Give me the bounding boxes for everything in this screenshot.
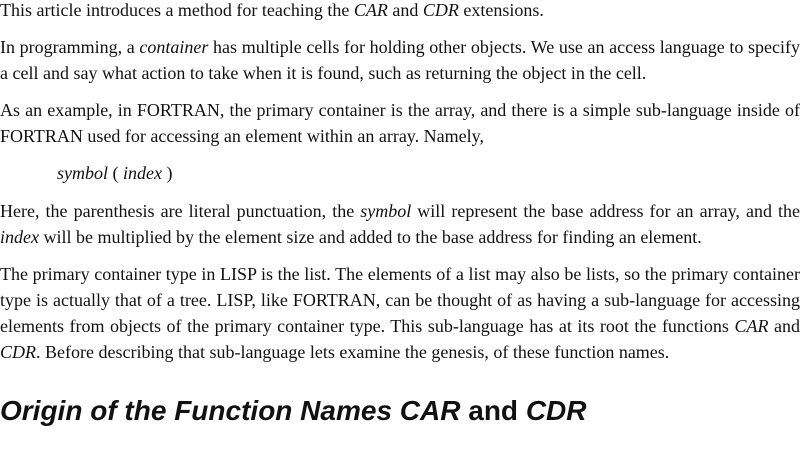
text-segment: . Before describing that sub-language lets examine the genesis, of these function names. xyxy=(36,342,670,362)
section-heading xyxy=(0,395,800,427)
emphasis-text: CDR xyxy=(422,0,459,20)
text-segment: The primary container type in LISP is the list. The elements of a list may also be lists, so the primary container type is actually that of a tree. LISP, like FORTRAN, can be thought of as having a sub-language for accessing elements from objects of the primary container type. This sub-language has at its root the functions xyxy=(0,264,800,336)
text-segment: In programming, a xyxy=(0,37,140,57)
paragraph xyxy=(0,198,800,250)
text-segment: Here, the parenthesis are literal punctuation, the xyxy=(0,201,361,221)
emphasis-text: container xyxy=(139,37,209,57)
text-segment: This article introduces a method for teaching the xyxy=(0,0,354,20)
text-segment: will represent the base address for an array, and the xyxy=(411,201,800,221)
emphasis-text: symbol xyxy=(360,201,412,221)
text-segment: As an example, in FORTRAN, the primary container is the array, and there is a simple sub-language inside of FORTRAN used for accessing an element within an array. Namely, xyxy=(0,100,800,146)
paragraph xyxy=(0,34,800,86)
emphasis-text: index xyxy=(0,227,39,247)
emphasis-text: CAR xyxy=(353,0,388,20)
text-segment: will be multiplied by the element size and added to the base address for finding an element. xyxy=(38,227,702,247)
heading-segment: Origin of the Function Names CAR xyxy=(0,395,461,426)
emphasis-text: index xyxy=(123,163,162,183)
paragraph xyxy=(0,97,800,149)
text-segment: ) xyxy=(161,163,173,183)
emphasis-text: symbol xyxy=(57,163,108,183)
emphasis-text: CDR xyxy=(0,342,36,362)
emphasis-text: CAR xyxy=(734,316,769,336)
paragraph xyxy=(0,0,800,23)
text-segment: extensions. xyxy=(458,0,544,20)
code-example xyxy=(0,160,800,186)
heading-segment: CDR xyxy=(525,395,587,426)
heading-segment: and xyxy=(460,395,526,426)
paragraph xyxy=(0,261,800,365)
text-segment: has multiple cells for holding other objects. We use an access language to specify a cell and say what action to take when it is found, such as returning the object in the cell. xyxy=(0,37,800,83)
text-segment: and xyxy=(768,316,800,336)
text-segment: and xyxy=(387,0,423,20)
text-segment: ( xyxy=(108,163,123,183)
